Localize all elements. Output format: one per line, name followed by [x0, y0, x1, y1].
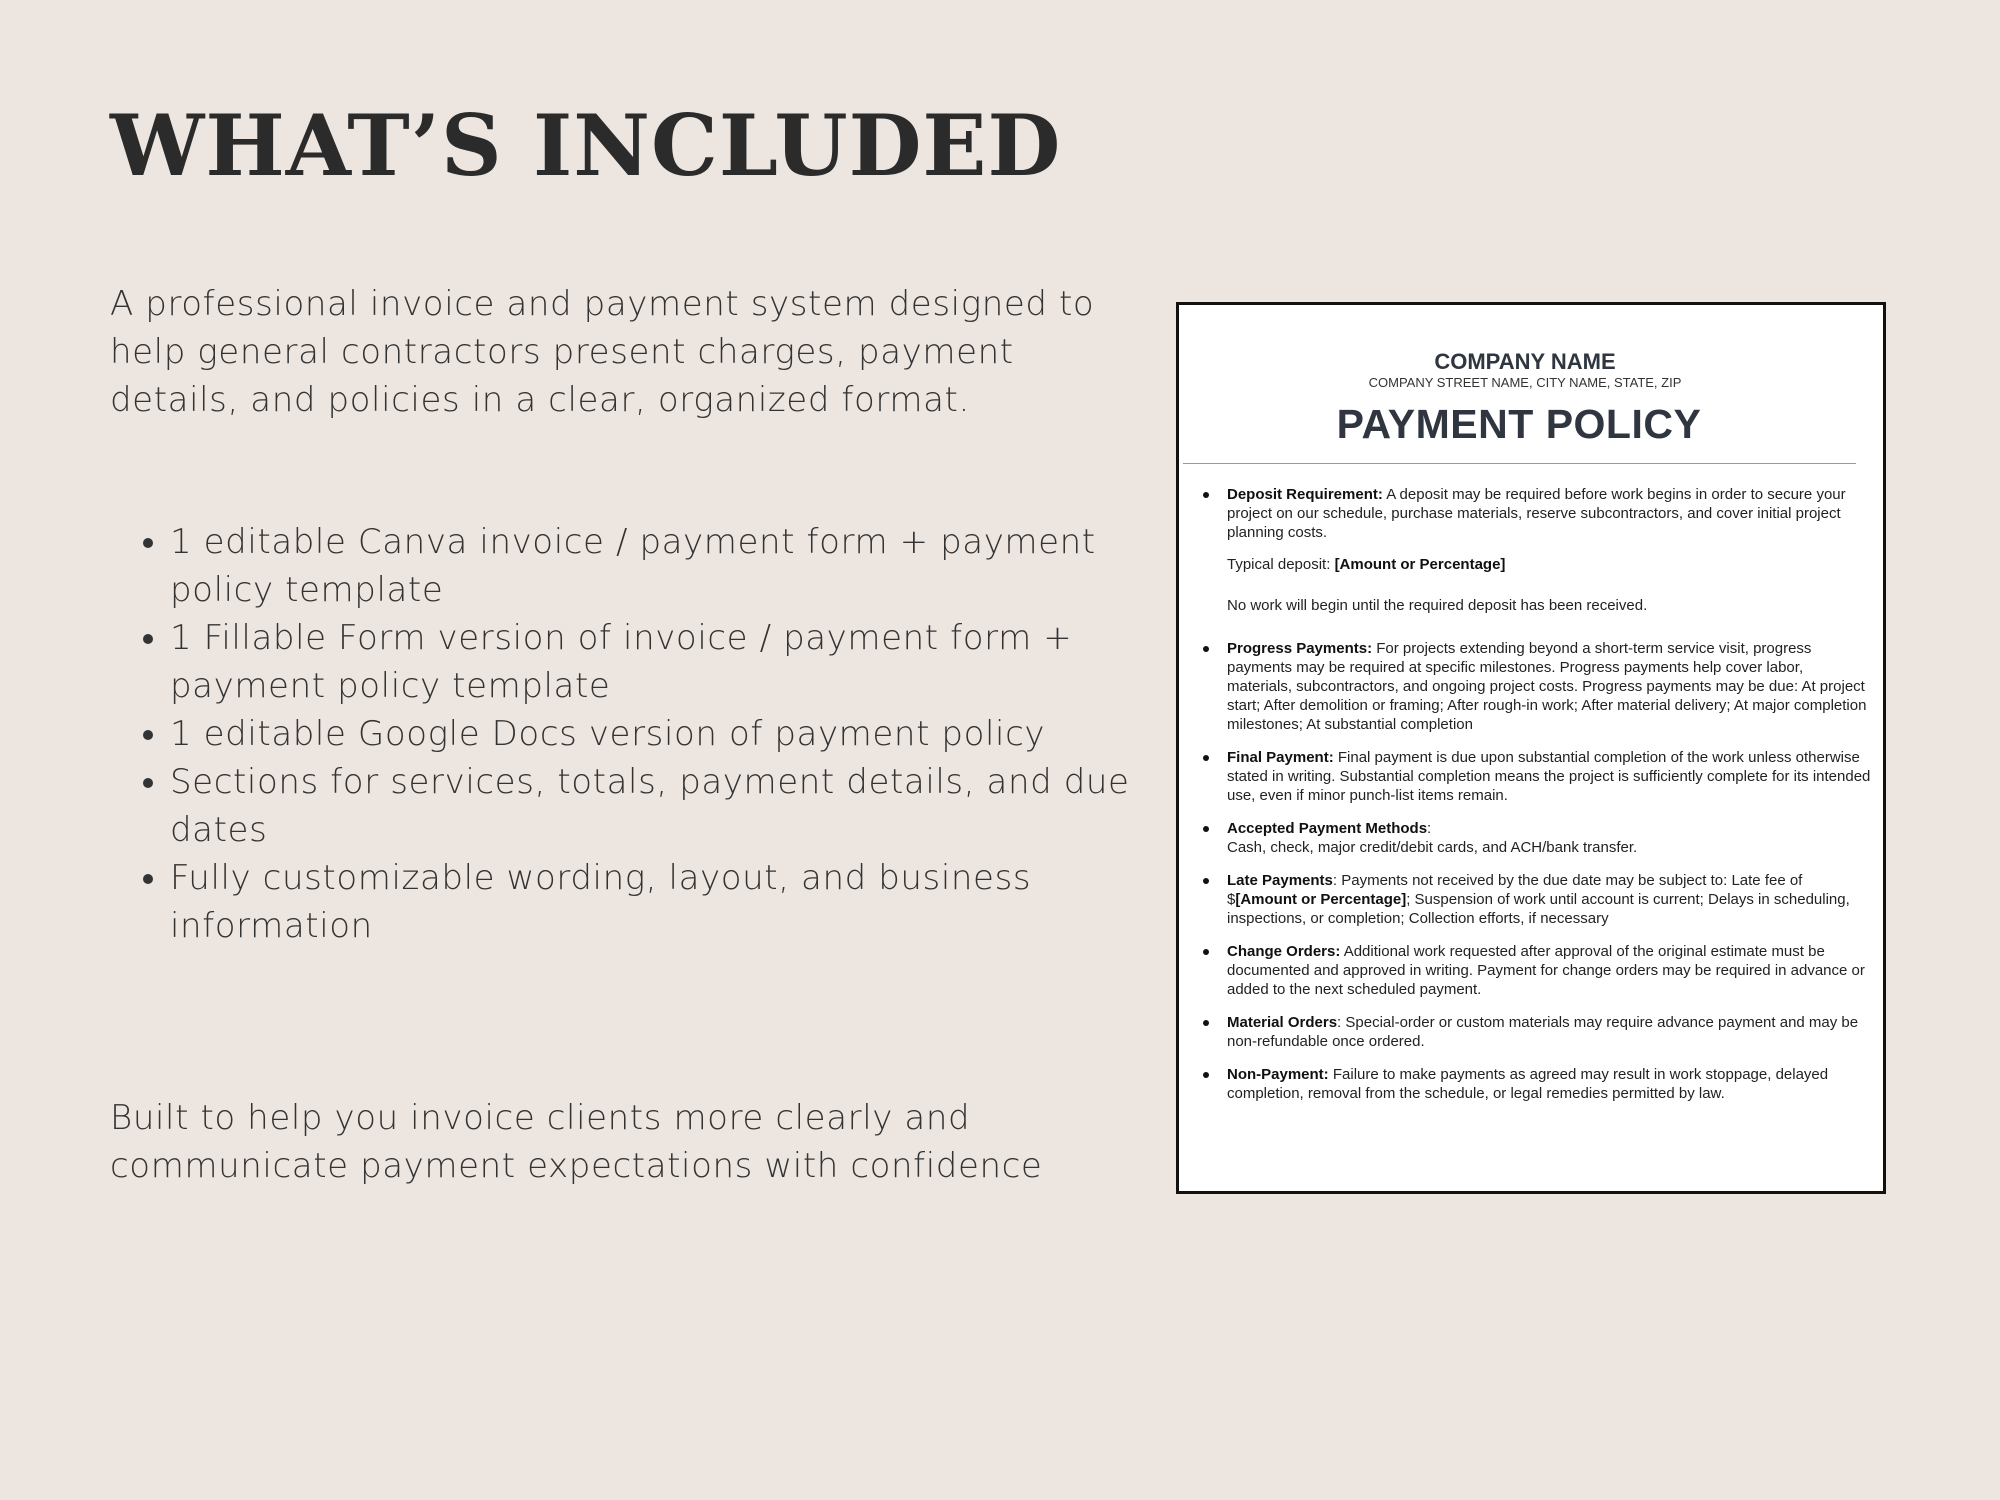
doc-title: PAYMENT POLICY — [1336, 401, 1702, 447]
payment-policy-preview — [1176, 302, 1886, 1194]
closing-paragraph: Built to help you invoice clients more clearly and communicate payment expectations with confidence — [110, 1098, 1043, 1186]
policy-placeholder: [Amount or Percentage] — [1334, 556, 1506, 573]
policy-text: Typical deposit: — [1227, 556, 1335, 573]
policy-item-material-orders — [1201, 1013, 1871, 1051]
policy-text: ; Suspension of work until account is current; Delays in scheduling, inspections, or completion; Collection efforts, if necessary — [1227, 891, 1850, 927]
policy-text: : Special-order or custom materials may require advance payment and may be non-refundable once ordered. — [1227, 1014, 1859, 1050]
policy-item-progress — [1201, 639, 1871, 734]
policy-text: Failure to make payments as agreed may result in work stoppage, delayed completion, removal from the schedule, or legal remedies permitted by law. — [1227, 1066, 1829, 1102]
doc-divider — [1183, 463, 1856, 464]
doc-company-name: COMPANY NAME — [1434, 349, 1616, 374]
policy-label: Non-Payment: — [1227, 1066, 1329, 1083]
policy-label: Material Orders — [1227, 1014, 1338, 1031]
policy-item-methods — [1201, 819, 1871, 857]
policy-label: Progress Payments: — [1227, 640, 1373, 657]
feature-item: • 1 editable Google Docs version of payment policy — [170, 710, 1150, 758]
feature-item: • 1 editable Canva invoice / payment form + payment policy template — [170, 518, 1150, 614]
feature-item: • Fully customizable wording, layout, and business information — [170, 854, 1150, 950]
intro-paragraph: A professional invoice and payment system designed to help general contractors present charges, payment details, and policies in a clear, organized format. — [110, 284, 1095, 420]
policy-item-late — [1201, 871, 1871, 928]
policy-note: No work will begin until the required deposit has been received. — [1227, 597, 1648, 614]
policy-list — [1201, 485, 1871, 1117]
policy-item-change-orders — [1201, 942, 1871, 999]
policy-subline — [1227, 555, 1871, 574]
policy-label: Deposit Requirement: — [1227, 486, 1383, 503]
policy-item-non-payment — [1201, 1065, 1871, 1103]
page-heading: WHAT’S INCLUDED — [110, 96, 1062, 195]
policy-text: For projects extending beyond a short-term service visit, progress payments may be required at specific milestones. Progress payments help cover labor, materials, subcontractors, and ongoing project costs. Progress payments may be due: At project start; After demolition or framing; After rough-in work; After material delivery; At major completion milestones; At substantial completion — [1227, 640, 1867, 733]
policy-label: Accepted Payment Methods — [1227, 820, 1428, 837]
policy-text: A deposit may be required before work begins in order to secure your project on our schedule, purchase materials, reserve subcontractors, and cover initial project planning costs. — [1227, 486, 1846, 541]
policy-text: Cash, check, major credit/debit cards, and ACH/bank transfer. — [1227, 839, 1638, 856]
policy-text: : Payments not received by the due date may be subject to: Late fee of $ — [1227, 872, 1803, 908]
policy-label: Change Orders: — [1227, 943, 1341, 960]
policy-text: : — [1427, 820, 1432, 837]
policy-item-final — [1201, 748, 1871, 805]
doc-company-address: COMPANY STREET NAME, CITY NAME, STATE, ZIP — [1368, 375, 1682, 390]
policy-placeholder: [Amount or Percentage] — [1235, 891, 1407, 908]
feature-item: • 1 Fillable Form version of invoice / payment form + payment policy template — [170, 614, 1150, 710]
policy-label: Late Payments — [1227, 872, 1333, 889]
policy-item-deposit — [1201, 485, 1871, 615]
policy-text: Final payment is due upon substantial completion of the work unless otherwise stated in writing. Substantial completion means the project is sufficiently complete for its intended use, even if minor punch-list items remain. — [1227, 749, 1871, 804]
feature-item: • Sections for services, totals, payment details, and due dates — [170, 758, 1150, 854]
policy-label: Final Payment: — [1227, 749, 1334, 766]
policy-text: Additional work requested after approval of the original estimate must be documented and approved in writing. Payment for change orders may be required in advance or added to the next scheduled payment. — [1227, 943, 1865, 998]
features-list — [130, 518, 1150, 950]
